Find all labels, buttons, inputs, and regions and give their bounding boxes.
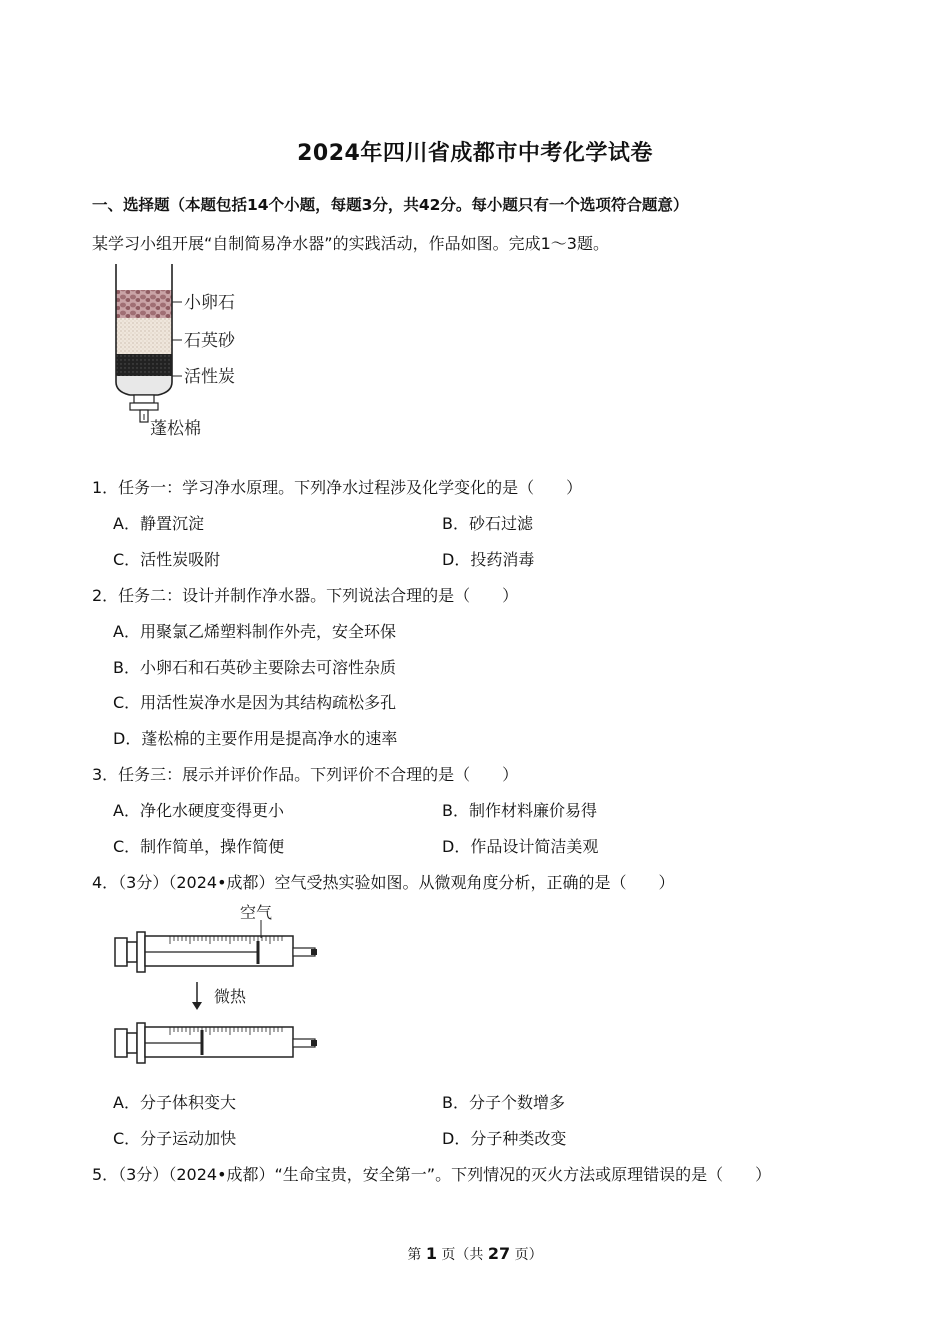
label-carbon: 活性炭 bbox=[184, 367, 235, 387]
q1-option-a[interactable]: A．静置沉淀 bbox=[113, 514, 204, 533]
q2-option-d[interactable]: D．蓬松棉的主要作用是提高净水的速率 bbox=[113, 729, 398, 748]
page-footer bbox=[0, 1244, 950, 1264]
q3-option-d[interactable]: D．作品设计简洁美观 bbox=[442, 837, 599, 856]
q3-option-b[interactable]: B．制作材料廉价易得 bbox=[442, 801, 597, 820]
question-5-stem: 5．（3分）（2024•成都）“生命宝贵，安全第一”。下列情况的灭火方法或原理错误的是（ ） bbox=[92, 1165, 772, 1184]
sand-layer bbox=[116, 318, 172, 354]
question-4-stem: 4．（3分）（2024•成都）空气受热实验如图。从微观角度分析，正确的是（ ） bbox=[92, 873, 675, 892]
q2-option-c[interactable]: C．用活性炭净水是因为其结构疏松多孔 bbox=[113, 693, 397, 712]
cotton-layer bbox=[116, 376, 172, 395]
pebble-layer bbox=[116, 290, 172, 318]
footer-total-pages: 27 bbox=[487, 1244, 511, 1263]
q1-option-b[interactable]: B．砂石过滤 bbox=[442, 514, 533, 533]
label-pebbles: 小卵石 bbox=[184, 293, 235, 313]
section-heading: 一、选择题（本题包括14个小题，每题3分，共42分。每小题只有一个选项符合题意） bbox=[92, 196, 689, 214]
footer-suffix: 页） bbox=[510, 1247, 543, 1263]
q4-option-b[interactable]: B．分子个数增多 bbox=[442, 1093, 565, 1112]
q3-option-a[interactable]: A．净化水硬度变得更小 bbox=[113, 801, 284, 820]
q1-option-c[interactable]: C．活性炭吸附 bbox=[113, 550, 221, 569]
syringe-after-heating bbox=[115, 1023, 317, 1063]
q3-option-c[interactable]: C．制作简单，操作简便 bbox=[113, 837, 285, 856]
page-title: 2024年四川省成都市中考化学试卷 bbox=[297, 141, 653, 166]
syringe-figure bbox=[110, 898, 330, 1068]
label-cotton: 蓬松棉 bbox=[150, 419, 201, 439]
carbon-layer bbox=[116, 354, 172, 376]
q4-option-d[interactable]: D．分子种类改变 bbox=[442, 1129, 567, 1148]
q1-option-d[interactable]: D．投药消毒 bbox=[442, 550, 535, 569]
q2-option-b[interactable]: B．小卵石和石英砂主要除去可溶性杂质 bbox=[113, 658, 396, 677]
q4-option-c[interactable]: C．分子运动加快 bbox=[113, 1129, 237, 1148]
label-gentle-heat: 微热 bbox=[214, 987, 247, 1006]
syringe-before-heating bbox=[115, 903, 317, 972]
water-filter-figure bbox=[100, 262, 260, 442]
question-1-stem: 1．任务一：学习净水原理。下列净水过程涉及化学变化的是（ ） bbox=[92, 478, 583, 497]
question-2-stem: 2．任务二：设计并制作净水器。下列说法合理的是（ ） bbox=[92, 586, 519, 605]
footer-page-number: 1 bbox=[425, 1244, 437, 1263]
footer-middle: 页（共 bbox=[436, 1247, 488, 1263]
q4-option-a[interactable]: A．分子体积变大 bbox=[113, 1093, 236, 1112]
intro-text: 某学习小组开展“自制简易净水器”的实践活动，作品如图。完成1～3题。 bbox=[92, 234, 609, 253]
question-3-stem: 3．任务三：展示并评价作品。下列评价不合理的是（ ） bbox=[92, 765, 519, 784]
label-sand: 石英砂 bbox=[184, 331, 235, 351]
footer-prefix: 第 bbox=[407, 1247, 426, 1263]
label-air: 空气 bbox=[240, 903, 273, 922]
q2-option-a[interactable]: A．用聚氯乙烯塑料制作外壳，安全环保 bbox=[113, 622, 396, 641]
